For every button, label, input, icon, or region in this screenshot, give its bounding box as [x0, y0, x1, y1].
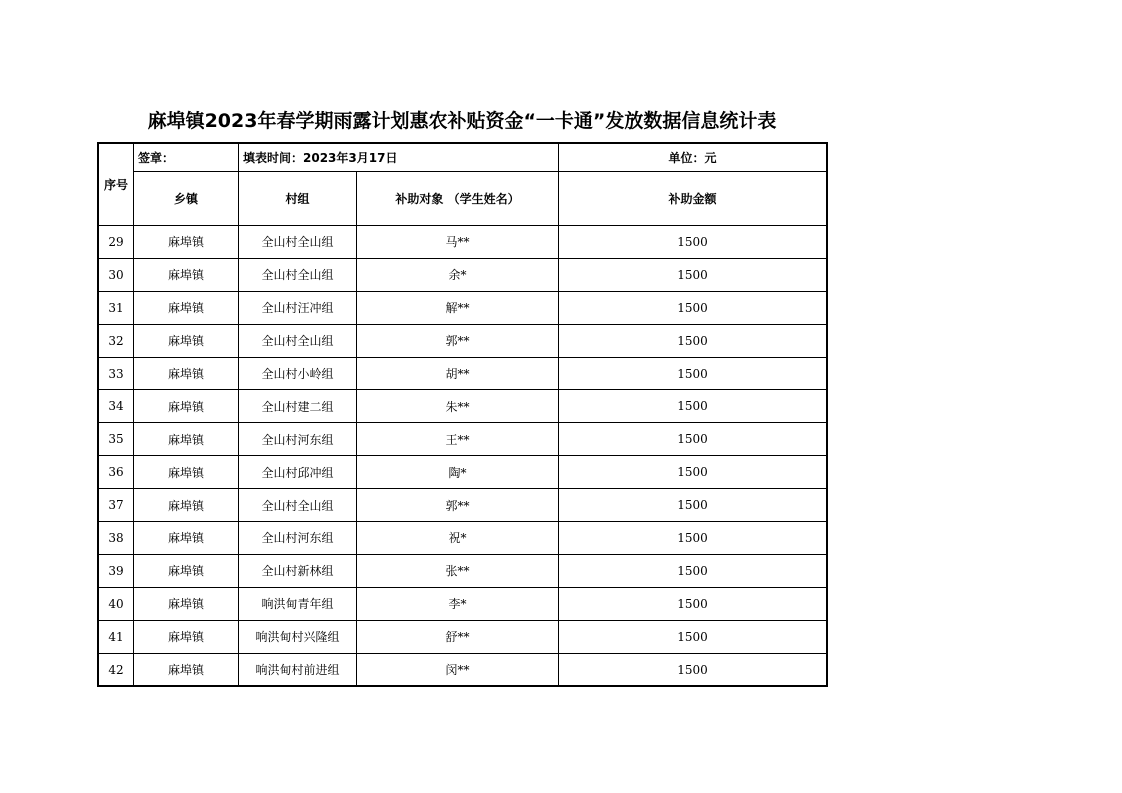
cell-village: 全山村小岭组: [239, 357, 357, 390]
cell-index: 38: [99, 522, 134, 555]
page-title: 麻埠镇2023年春学期雨露计划惠农补贴资金“一卡通”发放数据信息统计表: [147, 110, 777, 132]
cell-recipient: 朱**: [357, 390, 559, 423]
cell-village: 全山村新林组: [239, 554, 357, 587]
cell-town: 麻埠镇: [134, 456, 239, 489]
cell-town: 麻埠镇: [134, 390, 239, 423]
cell-town: 麻埠镇: [134, 258, 239, 291]
header-recipient: 补助对象 （学生姓名）: [357, 172, 559, 226]
cell-village: 响洪甸村兴隆组: [239, 620, 357, 653]
cell-recipient: 解**: [357, 291, 559, 324]
cell-index: 31: [99, 291, 134, 324]
cell-village: 响洪甸村前进组: [239, 653, 357, 686]
table-row: [99, 653, 827, 686]
cell-recipient: 胡**: [357, 357, 559, 390]
table-row: [99, 587, 827, 620]
cell-village: 全山村汪冲组: [239, 291, 357, 324]
cell-village: 全山村河东组: [239, 522, 357, 555]
table-row: [99, 390, 827, 423]
cell-village: 全山村全山组: [239, 324, 357, 357]
cell-town: 麻埠镇: [134, 357, 239, 390]
cell-town: 麻埠镇: [134, 226, 239, 259]
cell-recipient: 马**: [357, 226, 559, 259]
cell-amount: 1500: [559, 522, 827, 555]
cell-recipient: 张**: [357, 554, 559, 587]
cell-village: 全山村河东组: [239, 423, 357, 456]
header-index: 序号: [99, 144, 134, 226]
table-row: [99, 291, 827, 324]
cell-amount: 1500: [559, 226, 827, 259]
meta-row: [99, 144, 827, 172]
cell-index: 37: [99, 489, 134, 522]
table-row: [99, 357, 827, 390]
table-row: [99, 522, 827, 555]
cell-index: 33: [99, 357, 134, 390]
cell-village: 响洪甸青年组: [239, 587, 357, 620]
cell-index: 36: [99, 456, 134, 489]
header-village: 村组: [239, 172, 357, 226]
cell-town: 麻埠镇: [134, 554, 239, 587]
cell-amount: 1500: [559, 653, 827, 686]
cell-recipient: 陶*: [357, 456, 559, 489]
table-row: [99, 423, 827, 456]
cell-village: 全山村全山组: [239, 226, 357, 259]
cell-village: 全山村邱冲组: [239, 456, 357, 489]
cell-index: 34: [99, 390, 134, 423]
cell-amount: 1500: [559, 258, 827, 291]
cell-amount: 1500: [559, 456, 827, 489]
cell-amount: 1500: [559, 324, 827, 357]
cell-index: 39: [99, 554, 134, 587]
table-row: [99, 620, 827, 653]
fill-time: 填表时间：2023年3月17日: [239, 144, 559, 172]
subsidy-table: [98, 143, 827, 686]
table-row: [99, 324, 827, 357]
cell-amount: 1500: [559, 554, 827, 587]
cell-village: 全山村全山组: [239, 258, 357, 291]
cell-town: 麻埠镇: [134, 489, 239, 522]
cell-recipient: 余*: [357, 258, 559, 291]
cell-amount: 1500: [559, 357, 827, 390]
cell-index: 35: [99, 423, 134, 456]
cell-town: 麻埠镇: [134, 423, 239, 456]
cell-recipient: 李*: [357, 587, 559, 620]
cell-amount: 1500: [559, 390, 827, 423]
table-row: [99, 489, 827, 522]
cell-recipient: 郭**: [357, 489, 559, 522]
cell-town: 麻埠镇: [134, 620, 239, 653]
cell-town: 麻埠镇: [134, 587, 239, 620]
cell-recipient: 郭**: [357, 324, 559, 357]
cell-village: 全山村建二组: [239, 390, 357, 423]
cell-town: 麻埠镇: [134, 291, 239, 324]
table-row: [99, 258, 827, 291]
cell-recipient: 闵**: [357, 653, 559, 686]
cell-amount: 1500: [559, 620, 827, 653]
cell-index: 32: [99, 324, 134, 357]
cell-town: 麻埠镇: [134, 522, 239, 555]
unit-label: 单位：元: [559, 144, 827, 172]
cell-village: 全山村全山组: [239, 489, 357, 522]
cell-index: 40: [99, 587, 134, 620]
cell-amount: 1500: [559, 489, 827, 522]
cell-index: 30: [99, 258, 134, 291]
cell-amount: 1500: [559, 423, 827, 456]
seal-label: 签章：: [134, 144, 239, 172]
header-town: 乡镇: [134, 172, 239, 226]
cell-town: 麻埠镇: [134, 324, 239, 357]
header-row: [99, 172, 827, 226]
cell-index: 42: [99, 653, 134, 686]
cell-amount: 1500: [559, 587, 827, 620]
cell-town: 麻埠镇: [134, 653, 239, 686]
cell-recipient: 王**: [357, 423, 559, 456]
header-amount: 补助金额: [559, 172, 827, 226]
table-row: [99, 456, 827, 489]
cell-amount: 1500: [559, 291, 827, 324]
cell-index: 29: [99, 226, 134, 259]
table-row: [99, 226, 827, 259]
table-row: [99, 554, 827, 587]
cell-index: 41: [99, 620, 134, 653]
cell-recipient: 舒**: [357, 620, 559, 653]
cell-recipient: 祝*: [357, 522, 559, 555]
